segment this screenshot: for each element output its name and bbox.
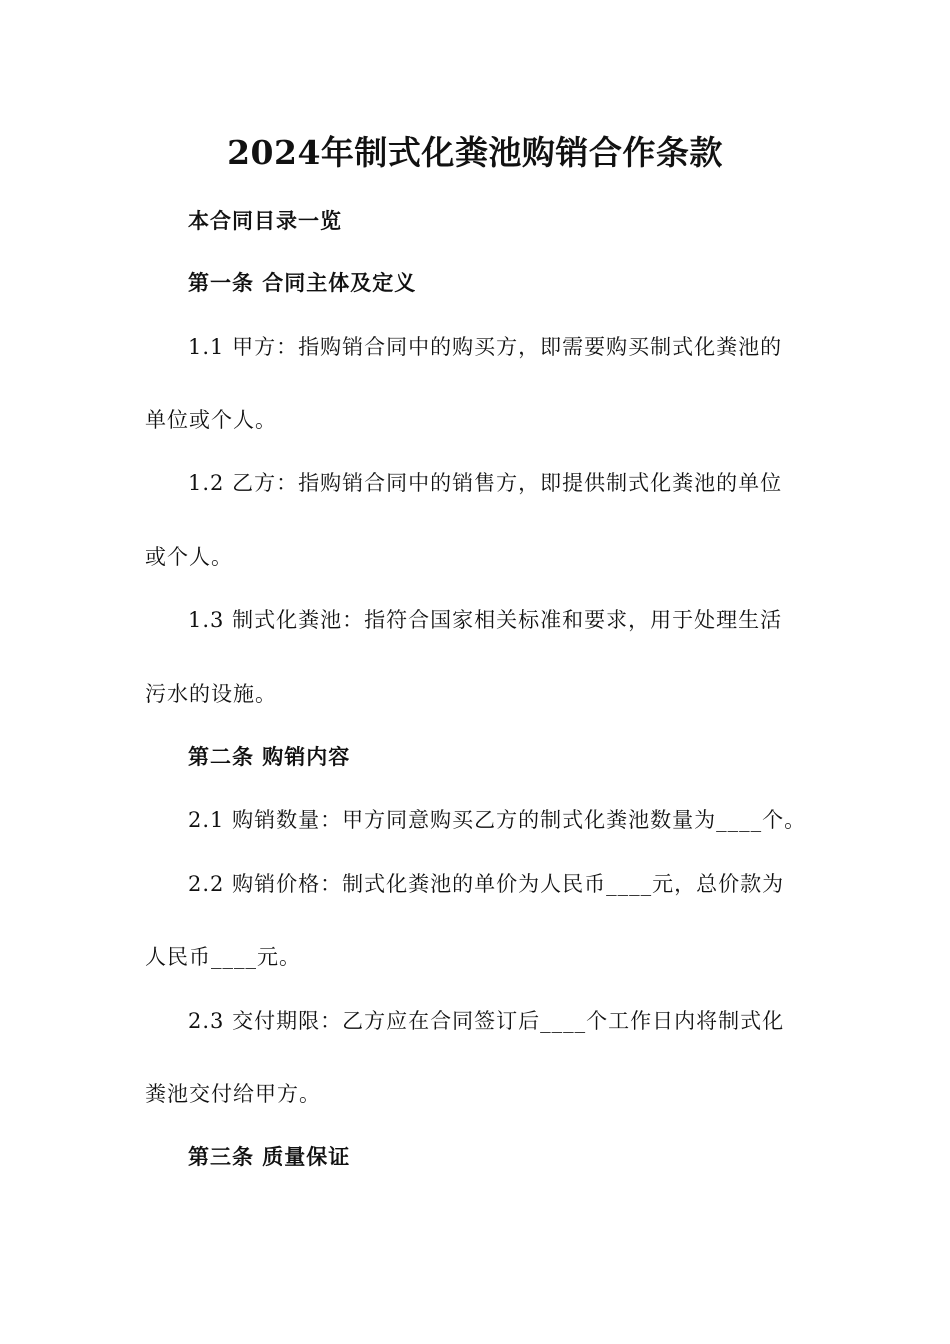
- clause-2-3-line-1: 2.3 交付期限：乙方应在合同签订后____个工作日内将制式化: [188, 1009, 785, 1033]
- clause-2-2-line-2: 人民币____元。: [145, 945, 301, 969]
- article-2-heading: 第二条 购销内容: [188, 744, 351, 769]
- clause-2-2-line-1: 2.2 购销价格：制式化粪池的单价为人民币____元，总价款为: [188, 872, 785, 896]
- clause-2-1-line-1: 2.1 购销数量：甲方同意购买乙方的制式化粪池数量为____个。: [188, 808, 807, 832]
- article-3-heading: 第三条 质量保证: [188, 1144, 351, 1169]
- clause-1-3-line-2: 污水的设施。: [145, 682, 277, 706]
- clause-1-2-line-1: 1.2 乙方：指购销合同中的销售方，即提供制式化粪池的单位: [188, 471, 783, 495]
- toc-heading: 本合同目录一览: [188, 208, 342, 233]
- clause-1-1-line-1: 1.1 甲方：指购销合同中的购买方，即需要购买制式化粪池的: [188, 335, 783, 359]
- clause-1-1-line-2: 单位或个人。: [145, 408, 277, 432]
- document-title: 2024年制式化粪池购销合作条款: [227, 133, 723, 172]
- article-1-heading: 第一条 合同主体及定义: [188, 270, 417, 295]
- clause-2-3-line-2: 粪池交付给甲方。: [145, 1082, 321, 1106]
- clause-1-3-line-1: 1.3 制式化粪池：指符合国家相关标准和要求，用于处理生活: [188, 608, 783, 632]
- clause-1-2-line-2: 或个人。: [145, 545, 233, 569]
